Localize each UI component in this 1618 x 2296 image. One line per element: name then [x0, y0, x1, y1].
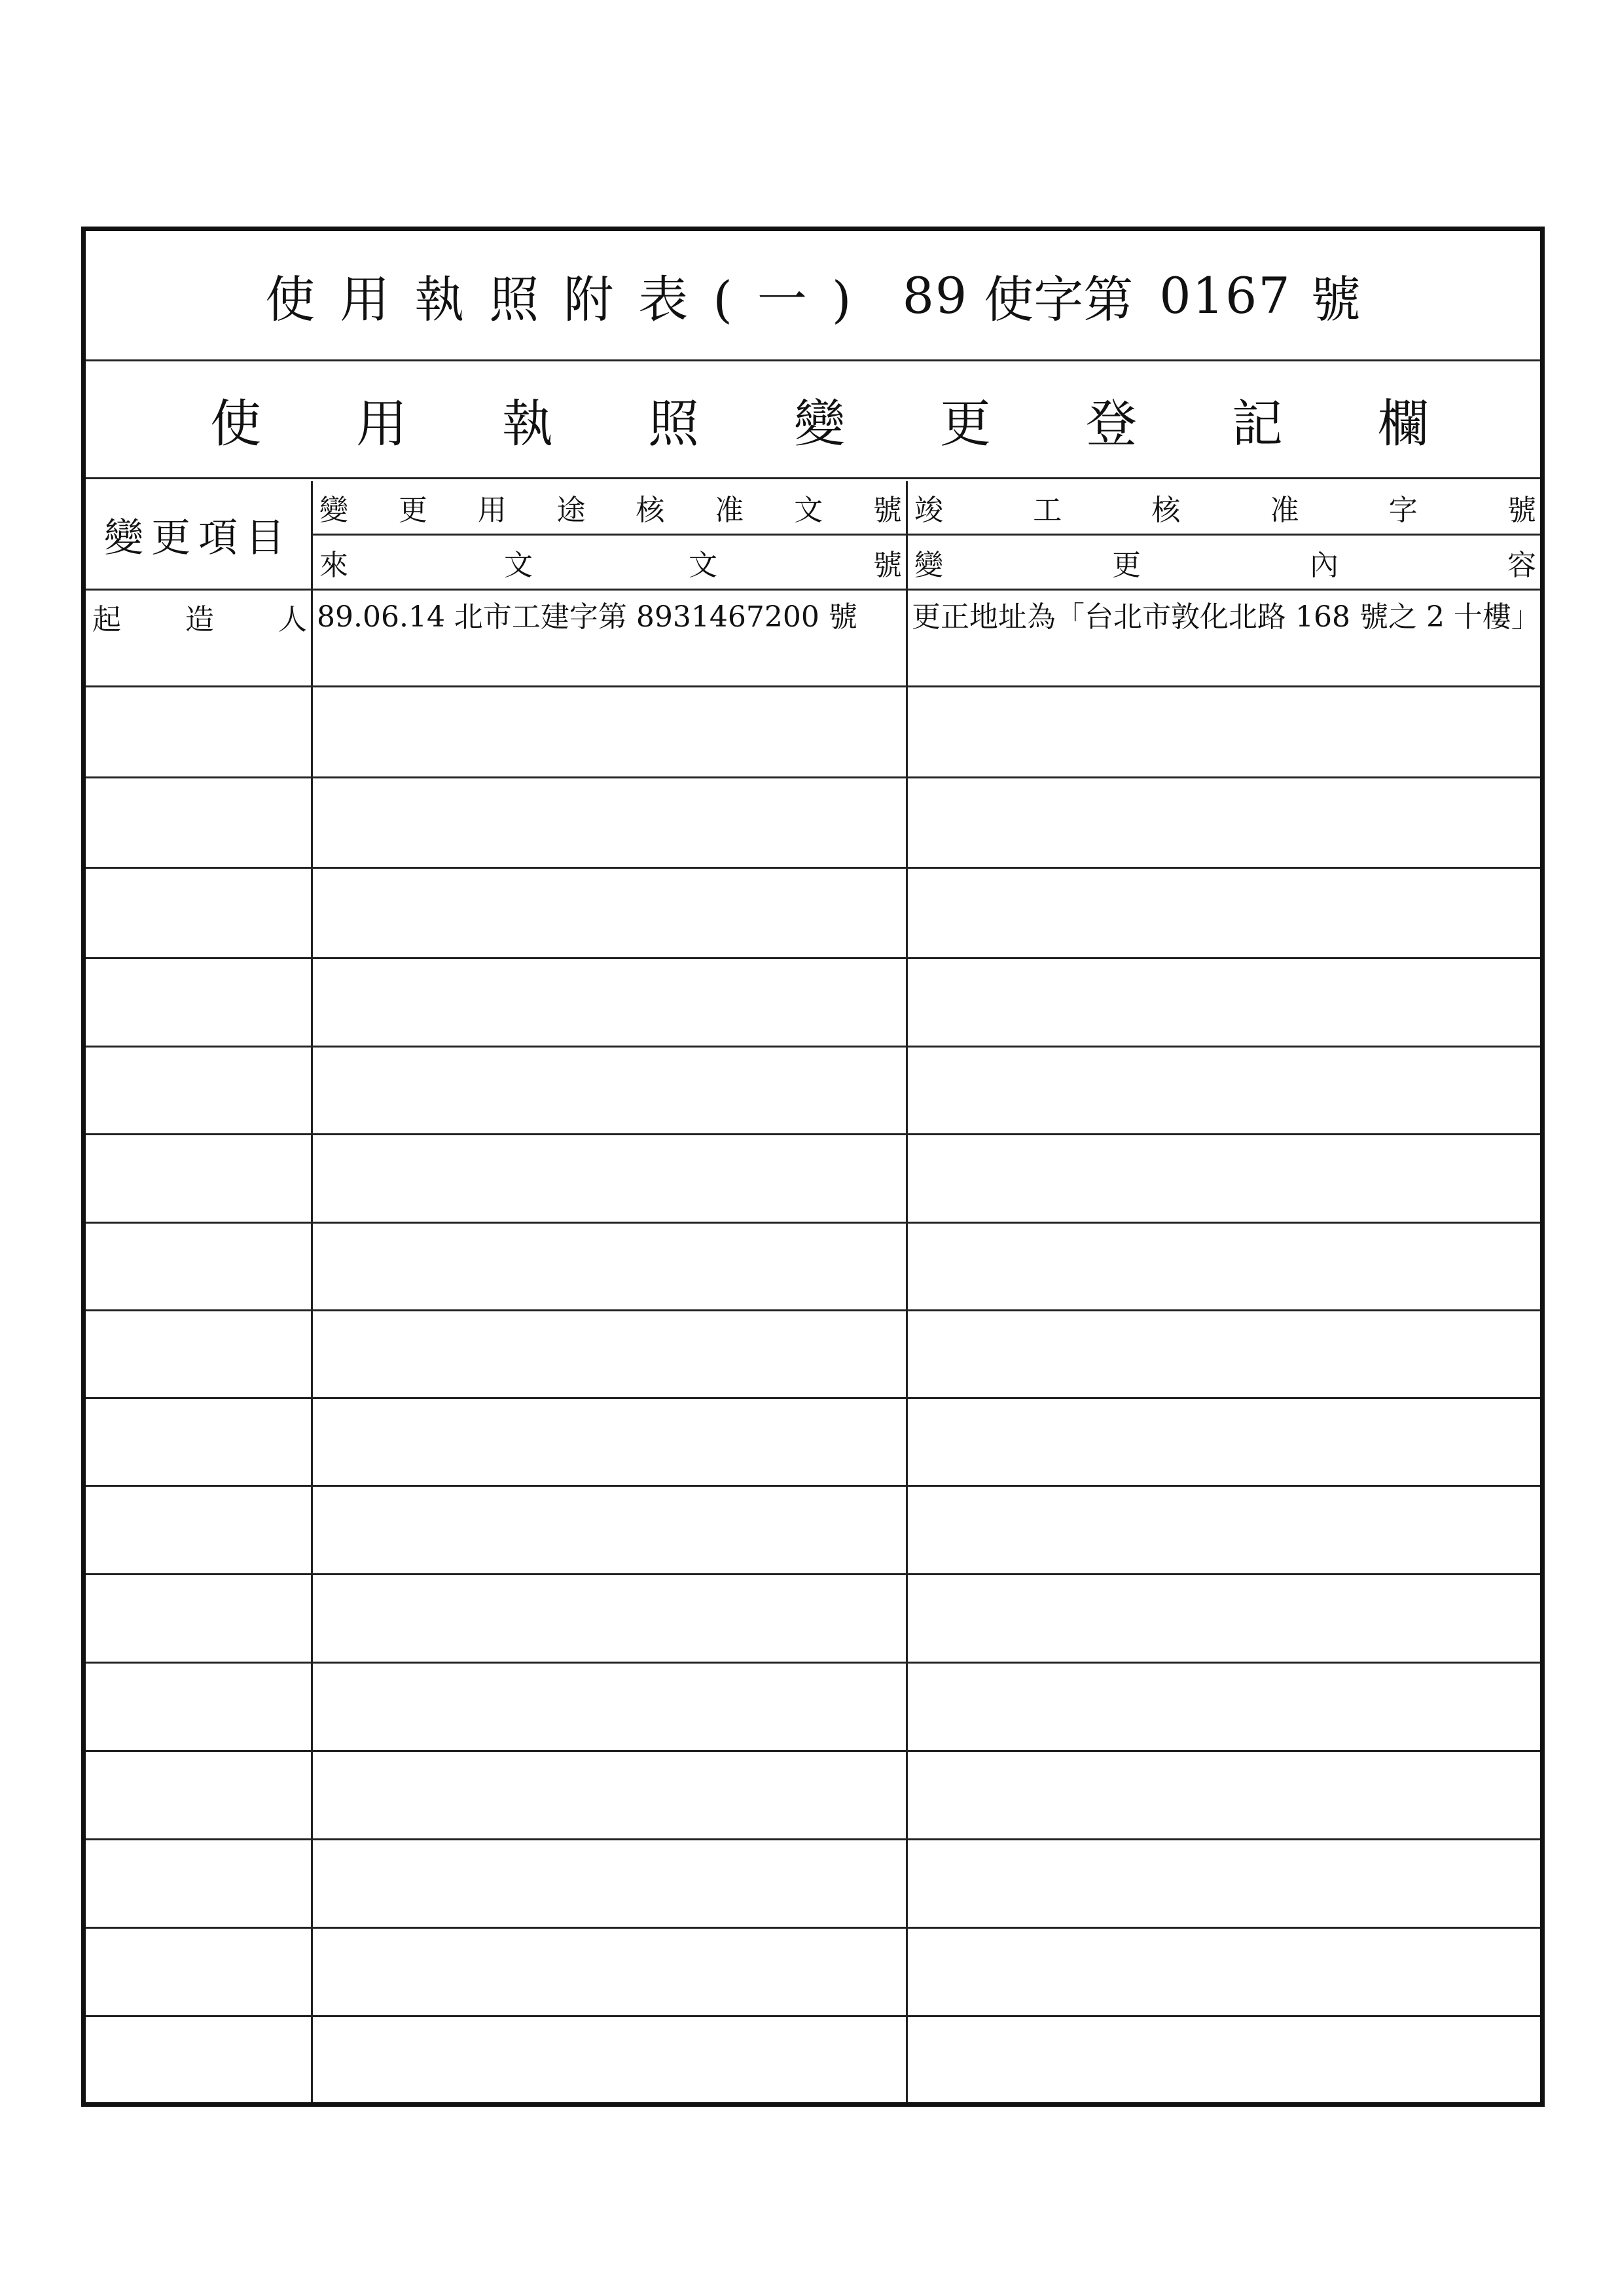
license-number: 0167	[1159, 266, 1291, 325]
row-divider	[86, 2015, 1540, 2017]
header-char: 竣	[914, 494, 943, 527]
subtitle-char: 記	[1231, 394, 1283, 454]
row-divider	[86, 1750, 1540, 1752]
row-divider	[86, 1046, 1540, 1048]
row-divider	[86, 1662, 1540, 1664]
header-char: 更	[1112, 548, 1141, 582]
header-char: 更	[398, 494, 427, 527]
row-divider	[86, 957, 1540, 959]
row-divider	[86, 1838, 1540, 1840]
row-divider	[86, 1133, 1540, 1135]
header-char: 字	[1388, 494, 1418, 527]
entry-doc-no: 89.06.14 北市工建字第 8931467200 號	[317, 600, 857, 634]
subtitle-char: 執	[501, 394, 553, 454]
row-divider	[86, 1573, 1540, 1575]
header-incoming-doc-no	[313, 536, 906, 589]
row-divider	[86, 1309, 1540, 1311]
entry-item-char: 起	[92, 603, 121, 636]
header-char: 文	[689, 548, 717, 582]
header-char: 號	[1507, 494, 1536, 527]
subtitle-char: 欄	[1377, 394, 1429, 454]
header-char: 用	[477, 494, 507, 527]
header-char: 號	[873, 548, 902, 582]
row-divider	[86, 685, 1540, 687]
header-char: 核	[1151, 494, 1181, 527]
row-divider	[86, 776, 1540, 778]
header-char: 容	[1507, 548, 1536, 582]
license-year: 89	[902, 266, 969, 325]
change-table	[86, 481, 1540, 2102]
column-divider	[311, 481, 313, 2102]
header-change-content	[908, 536, 1540, 589]
subtitle-char: 登	[1085, 394, 1137, 454]
number-suffix: 號	[1310, 270, 1361, 329]
header-char: 准	[715, 494, 744, 527]
header-char: 核	[636, 494, 665, 527]
row-divider	[86, 1222, 1540, 1224]
header-char: 內	[1310, 548, 1339, 582]
subtitle-char: 變	[793, 394, 845, 454]
entry-content: 更正地址為「台北市敦化北路 168 號之 2 十樓」	[912, 600, 1540, 634]
header-char: 工	[1033, 494, 1062, 527]
row-divider	[86, 1397, 1540, 1399]
header-char: 文	[794, 494, 823, 527]
change-registration-heading	[86, 361, 1540, 479]
header-completion-approval-no	[908, 481, 1540, 534]
entry-item-char: 人	[278, 603, 307, 636]
form-title	[86, 231, 1540, 361]
subtitle-char: 使	[210, 394, 262, 454]
row-divider	[86, 1927, 1540, 1929]
subtitle-char: 更	[939, 394, 991, 454]
header-char: 文	[504, 548, 533, 582]
header-char: 途	[556, 494, 586, 527]
header-char: 變	[319, 494, 348, 527]
entry-item	[86, 591, 311, 636]
row-divider	[86, 867, 1540, 869]
header-change-item: 變更項目	[104, 515, 293, 561]
row-divider	[86, 1485, 1540, 1487]
subtitle-char: 照	[647, 394, 699, 454]
license-label: 使字第	[984, 270, 1134, 329]
header-char: 號	[872, 494, 902, 527]
header-usage-approval-no	[313, 481, 906, 534]
usage-license-appendix-form	[81, 227, 1545, 2107]
header-char: 准	[1270, 494, 1299, 527]
header-char: 變	[914, 548, 943, 582]
entry-item-char: 造	[185, 603, 214, 636]
subtitle-char: 用	[355, 394, 407, 454]
header-char: 來	[319, 548, 348, 582]
column-divider	[906, 481, 908, 2102]
form-name: 使用執照附表(一)	[265, 270, 876, 329]
